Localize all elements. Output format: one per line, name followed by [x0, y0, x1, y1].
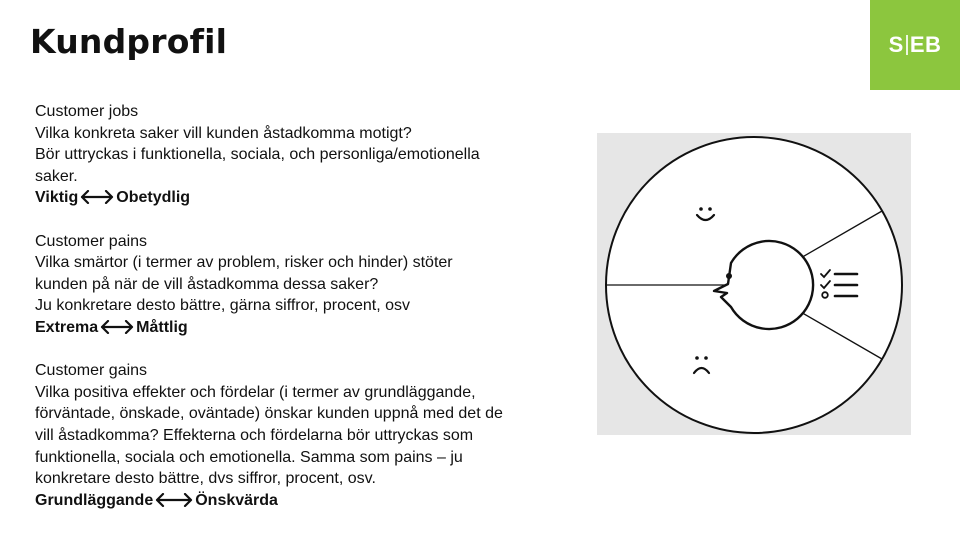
text-content	[35, 101, 555, 533]
scale-left-label: Grundläggande	[35, 491, 154, 509]
section-heading: Customer jobs	[35, 103, 139, 120]
section-customer-gains	[35, 360, 555, 511]
scale-right-label: Önskvärda	[195, 491, 278, 509]
section-line: Ju konkretare desto bättre, gärna siffror, procent, osv	[35, 297, 411, 315]
logo-text-right: EB	[909, 32, 942, 57]
page-title: Kundprofil	[30, 22, 228, 61]
section-line: Bör uttryckas i funktionella, sociala, och personliga/emotionella	[35, 146, 480, 164]
section-heading: Customer gains	[35, 362, 148, 380]
customer-profile-diagram	[597, 133, 911, 435]
scale-right-label: Obetydlig	[116, 189, 191, 207]
seb-logo	[870, 0, 960, 90]
section-customer-jobs	[35, 101, 555, 209]
customer-profile-canvas	[597, 133, 911, 435]
section-line: Vilka konkreta saker vill kunden åstadkomma motigt?	[35, 124, 412, 142]
logo-text	[889, 32, 942, 58]
section-line: Vilka smärtor (i termer av problem, risker och hinder) stöter	[35, 254, 453, 272]
section-line: kunden på när de vill åstadkomma dessa saker?	[35, 275, 379, 293]
section-line: funktionella, sociala och emotionella. Samma som pains – ju	[35, 448, 463, 466]
scale-left-label: Viktig	[35, 189, 79, 207]
scale-right-label: Måttlig	[136, 318, 188, 336]
logo-text-left: S	[888, 32, 904, 57]
scale-row	[35, 317, 555, 339]
section-line: förväntade, önskade, oväntade) önskar kunden uppnå med det de	[35, 405, 503, 423]
section-customer-pains	[35, 231, 555, 339]
section-line: vill åstadkomma? Effekterna och fördelarna bör uttryckas som	[35, 426, 474, 444]
scale-left-label: Extrema	[35, 318, 99, 336]
section-heading: Customer pains	[35, 232, 148, 250]
double-arrow-icon	[80, 190, 114, 204]
logo-separator	[906, 35, 908, 55]
section-line: konkretare desto bättre, dvs siffror, procent, osv.	[35, 470, 376, 488]
section-line: saker.	[35, 167, 78, 185]
scale-row	[35, 490, 555, 512]
double-arrow-icon	[100, 320, 134, 334]
section-line: Vilka positiva effekter och fördelar (i termer av grundläggande,	[35, 383, 476, 401]
double-arrow-icon	[155, 493, 193, 507]
scale-row	[35, 187, 555, 209]
